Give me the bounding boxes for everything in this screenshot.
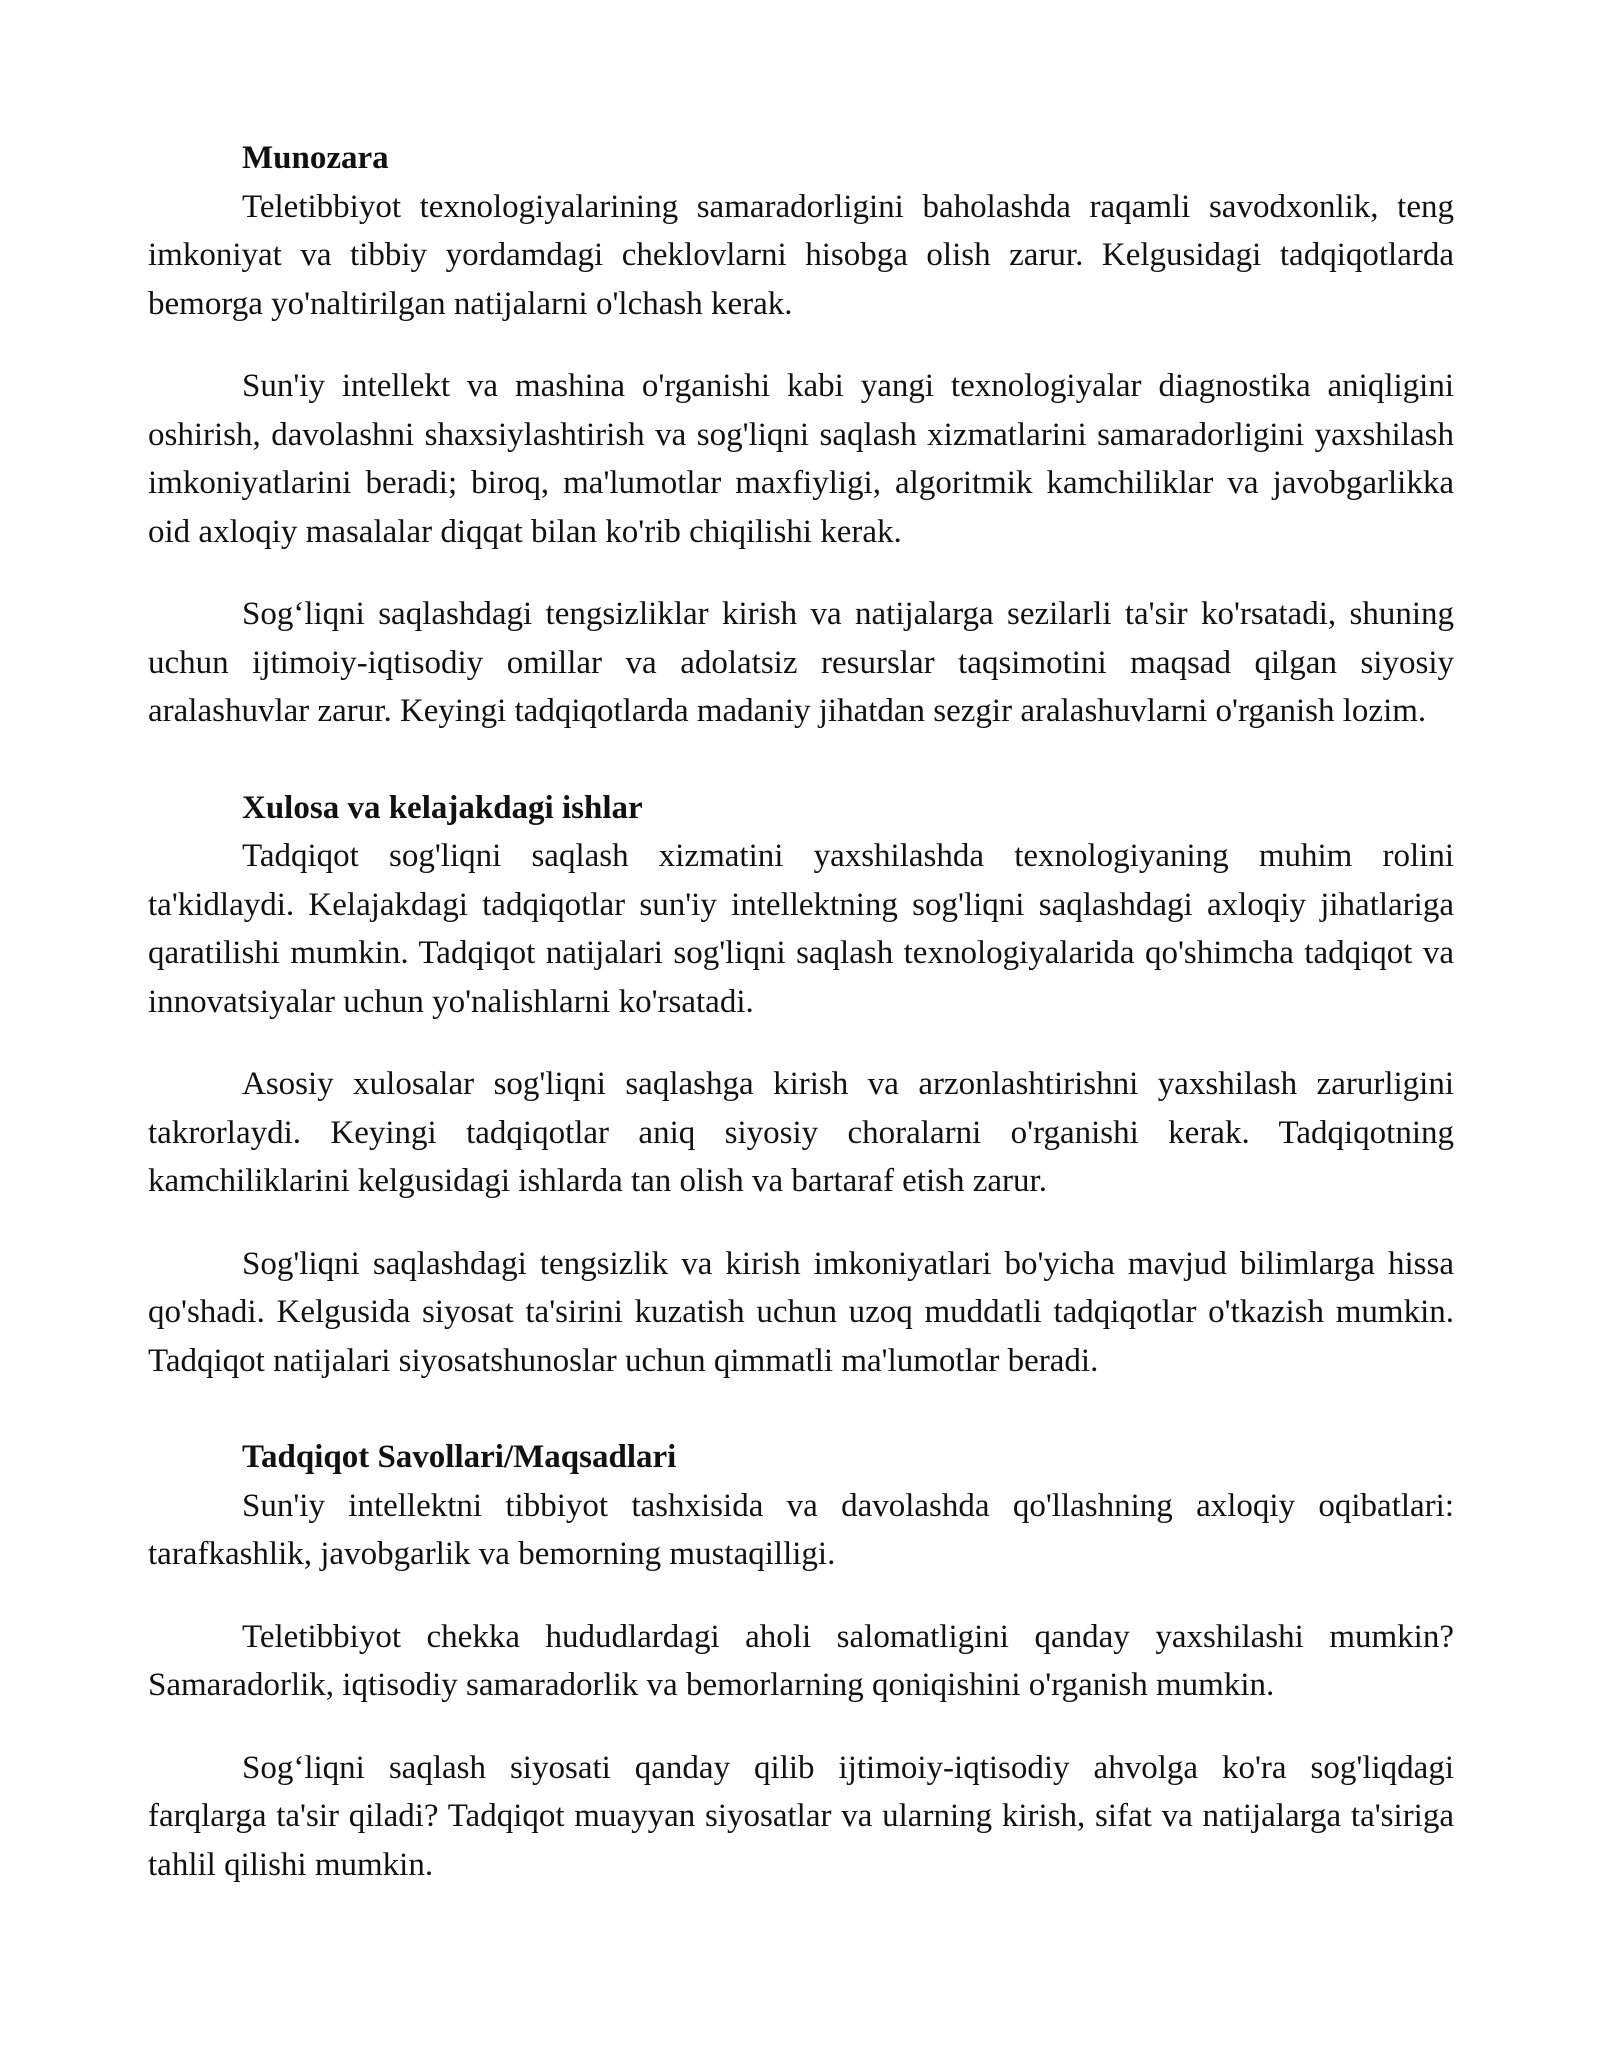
paragraph: Sun'iy intellekt va mashina o'rganishi kabi yangi texnologiyalar diagnostika aniqligini oshirish, davolashni shaxsiylashtirish va sog'liqni saqlash xizmatlarini samaradorligini yaxshilash imkoniyatlarini beradi; biroq, ma'lumotlar maxfiyligi, algoritmik kamchiliklar va javobgarlikka oid axloqiy masalalar diqqat bilan ko'rib chiqilishi kerak.	[148, 368, 1454, 550]
paragraph: Teletibbiyot texnologiyalarining samaradorligini baholashda raqamli savodxonlik, teng imkoniyat va tibbiy yordamdagi cheklovlarni hisobga olish zarur. Kelgusidagi tadqiqotlarda bemorga yo'naltirilgan natijalarni o'lchash kerak.	[148, 188, 1454, 322]
section-heading: Tadqiqot Savollari/Maqsadlari	[242, 1439, 677, 1475]
paragraph: Tadqiqot sog'liqni saqlash xizmatini yaxshilashda texnologiyaning muhim rolini ta'kidlaydi. Kelajakdagi tadqiqotlar sun'iy intellektning sog'liqni saqlashdagi axloqiy jihatlariga qaratilishi mumkin. Tadqiqot natijalari sog'liqni saqlash texnologiyalarida qo'shimcha tadqiqot va innovatsiyalar uchun yo'nalishlarni ko'rsatadi.	[148, 838, 1454, 1020]
paragraph: Teletibbiyot chekka hududlardagi aholi salomatligini qanday yaxshilashi mumkin? Samaradorlik, iqtisodiy samaradorlik va bemorlarning qoniqishini o'rganish mumkin.	[148, 1618, 1454, 1703]
section-heading: Xulosa va kelajakdagi ishlar	[242, 789, 643, 826]
paragraph: Asosiy xulosalar sog'liqni saqlashga kirish va arzonlashtirishni yaxshilash zarurligini takrorlaydi. Keyingi tadqiqotlar aniq siyosiy choralarni o'rganishi kerak. Tadqiqotning kamchiliklarini kelgusidagi ishlarda tan olish va bartaraf etish zarur.	[148, 1066, 1454, 1199]
section-tadqiqot-savollari	[148, 1433, 1454, 1889]
paragraph: Sun'iy intellektni tibbiyot tashxisida va davolashda qo'llashning axloqiy oqibatlari: tarafkashlik, javobgarlik va bemorning mustaqilligi.	[148, 1487, 1454, 1572]
section-munozara	[148, 134, 1454, 736]
section-xulosa	[148, 784, 1454, 1386]
document-page	[148, 134, 1454, 1889]
paragraph: Sog‘liqni saqlash siyosati qanday qilib ijtimoiy-iqtisodiy ahvolga ko'ra sog'liqdagi farqlarga ta'sir qiladi? Tadqiqot muayyan siyosatlar va ularning kirish, sifat va natijalarga ta'siriga tahlil qilishi mumkin.	[148, 1749, 1454, 1883]
section-heading: Munozara	[242, 140, 389, 176]
paragraph: Sog‘liqni saqlashdagi tengsizliklar kirish va natijalarga sezilarli ta'sir ko'rsatadi, shuning uchun ijtimoiy-iqtisodiy omillar va adolatsiz resurslar taqsimotini maqsad qilgan siyosiy aralashuvlar zarur. Keyingi tadqiqotlarda madaniy jihatdan sezgir aralashuvlarni o'rganish lozim.	[148, 596, 1454, 729]
paragraph: Sog'liqni saqlashdagi tengsizlik va kirish imkoniyatlari bo'yicha mavjud bilimlarga hissa qo'shadi. Kelgusida siyosat ta'sirini kuzatish uchun uzoq muddatli tadqiqotlar o'tkazish mumkin. Tadqiqot natijalari siyosatshunoslar uchun qimmatli ma'lumotlar beradi.	[148, 1245, 1454, 1379]
